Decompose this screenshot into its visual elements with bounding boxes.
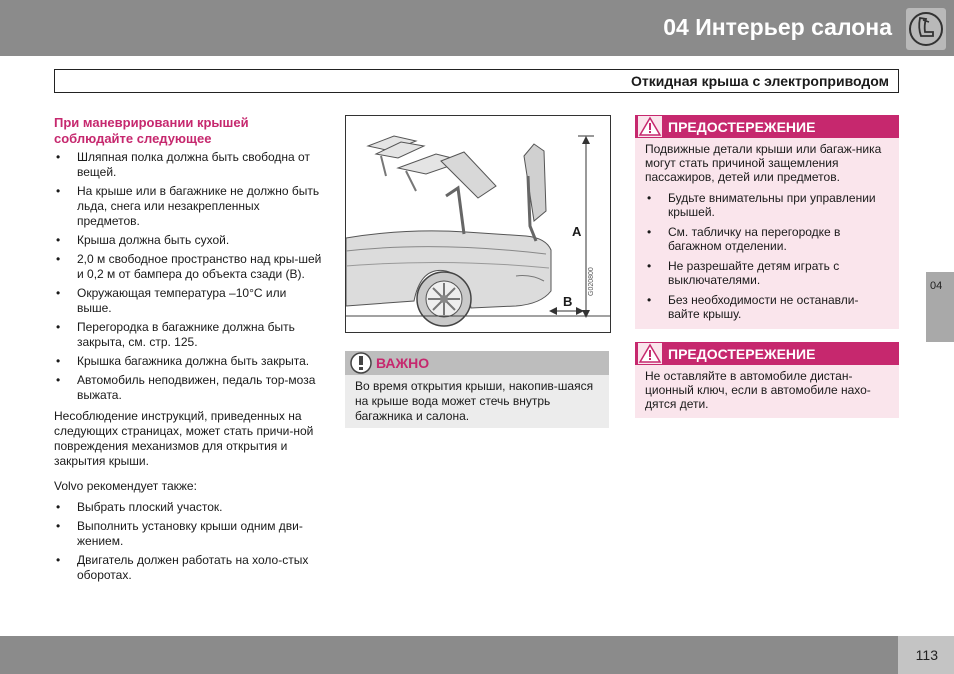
important-icon — [350, 352, 372, 374]
warning-body-1 — [635, 138, 899, 335]
important-text: Во время открытия крыши, накопив-шаяся на крыше вода может стечь внутрь багажника и салона. — [355, 379, 594, 423]
warning-title-1: ПРЕДОСТЕРЕЖЕНИЕ — [668, 119, 816, 135]
page-header — [0, 0, 954, 56]
important-header — [345, 351, 609, 375]
list-item: • Выполнить установку крыши одним дви-жением. — [54, 519, 322, 549]
left-heading: При маневрировании крышей соблюдайте следующее — [54, 115, 249, 146]
page-number-box — [898, 636, 954, 674]
list-item: • Крыша должна быть сухой. — [54, 233, 322, 248]
list-item: • 2,0 м свободное пространство над кры-шей и 0,2 м от бампера до объекта сзади (B). — [54, 252, 322, 282]
recommend-text: Volvo рекомендует также: — [54, 479, 197, 493]
list-item: • Шляпная полка должна быть свободна от вещей. — [54, 150, 322, 180]
list-item: • Крышка багажника должна быть закрыта. — [54, 354, 322, 369]
recommend-list — [54, 500, 322, 583]
chapter-side-tab[interactable] — [926, 272, 954, 342]
important-title: ВАЖНО — [376, 355, 430, 371]
warning-header-2 — [635, 342, 899, 365]
page-footer — [0, 636, 954, 674]
left-column — [54, 115, 322, 587]
list-item: • На крыше или в багажнике не должно быть льда, снега или незакрепленных предметов. — [54, 184, 322, 229]
warning-header-1 — [635, 115, 899, 138]
label-b: B — [563, 294, 573, 309]
body-paragraph: Несоблюдение инструкций, приведенных на следующих страницах, может стать причи-ной повреждения механизмов для открытия и закрытия крыши. — [54, 409, 314, 468]
section-title: Откидная крыша с электроприводом — [631, 73, 889, 89]
list-item: • Двигатель должен работать на холо-стых оборотах. — [54, 553, 322, 583]
list-item: • Не разрешайте детям играть с выключателями. — [645, 259, 889, 287]
warning-text-1: Подвижные детали крыши или багаж-ника могут стать причиной защемления пассажиров, детей или предметов. — [645, 142, 882, 184]
list-item: • Будьте внимательны при управлении крышей. — [645, 191, 889, 219]
warning-list — [645, 191, 889, 321]
page-number: 113 — [915, 647, 938, 663]
figure-code: G020800 — [588, 267, 595, 296]
warning-title-2: ПРЕДОСТЕРЕЖЕНИЕ — [668, 346, 816, 362]
section-bar — [54, 69, 899, 93]
warning-triangle-icon — [638, 343, 662, 364]
seat-icon — [906, 8, 946, 50]
list-item: • Автомобиль неподвижен, педаль тор-моза выжата. — [54, 373, 322, 403]
warning-text-2: Не оставляйте в автомобиле дистан-ционный ключ, если в автомобиле нахо-дятся дети. — [645, 369, 871, 411]
warning-box-1 — [635, 115, 899, 329]
list-item: • Без необходимости не останавли-вайте крышу. — [645, 293, 889, 321]
label-a: A — [572, 224, 582, 239]
list-item: • См. табличку на перегородке в багажном отделении. — [645, 225, 889, 253]
roof-clearance-figure — [345, 115, 611, 333]
chapter-title: 04 Интерьер салона — [663, 14, 892, 40]
list-item: • Выбрать плоский участок. — [54, 500, 322, 515]
warning-triangle-icon — [638, 116, 662, 137]
list-item: • Перегородка в багажнике должна быть закрыта, см. стр. 125. — [54, 320, 322, 350]
warning-box-2 — [635, 342, 899, 418]
side-tab-label: 04 — [930, 280, 943, 292]
important-box — [345, 351, 609, 428]
list-item: • Окружающая температура –10°C или выше. — [54, 286, 322, 316]
precaution-list — [54, 150, 322, 403]
